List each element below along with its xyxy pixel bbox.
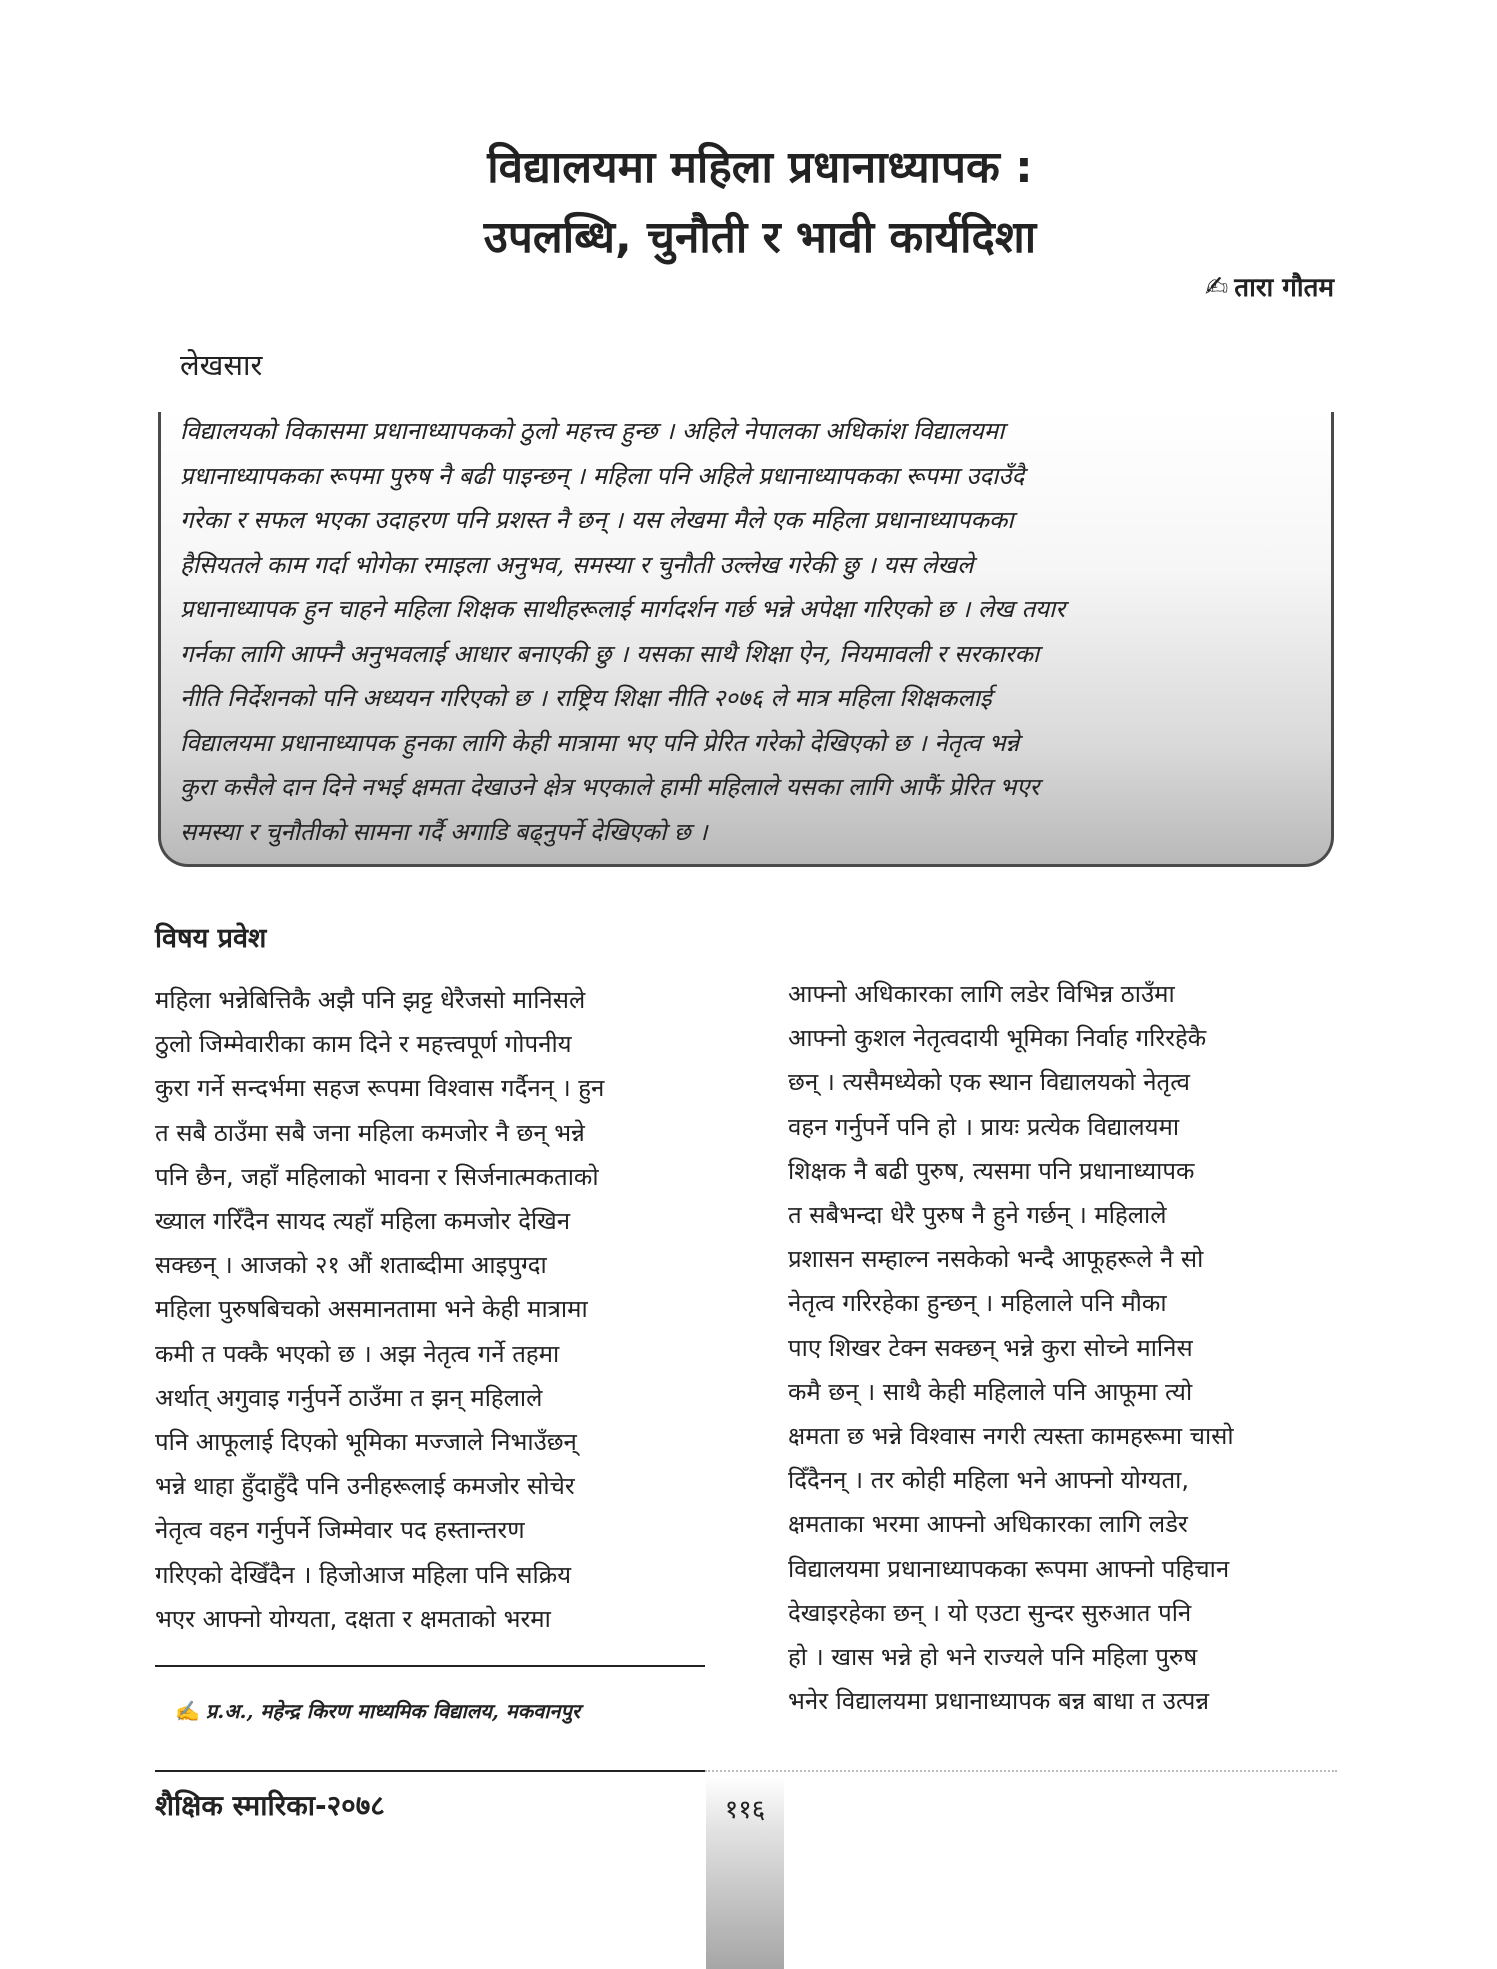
- body-line: त सबै ठाउँमा सबै जना महिला कमजोर नै छन् भन्ने: [155, 1118, 585, 1147]
- author-name: तारा गौतम: [1234, 273, 1334, 303]
- body-line: भन्ने थाहा हुँदाहुँदै पनि उनीहरूलाई कमजोर सोचेर: [155, 1472, 575, 1501]
- abstract-line: विद्यालयको विकासमा प्रधानाध्यापकको ठुलो महत्त्व हुन्छ । अहिले नेपालका अधिकांश विद्यालयमा: [180, 417, 1005, 445]
- body-line: कमै छन् । साथै केही महिलाले पनि आफूमा त्यो: [788, 1377, 1193, 1406]
- body-line: देखाइरहेका छन् । यो एउटा सुन्दर सुरुआत पनि: [788, 1598, 1192, 1627]
- body-line: पनि आफूलाई दिएको भूमिका मज्जाले निभाउँछन्: [155, 1428, 577, 1456]
- abstract-line: विद्यालयमा प्रधानाध्यापक हुनका लागि केही मात्रामा भए पनि प्रेरित गरेको देखिएको छ । नेतृत्व भन्ने: [180, 728, 1020, 757]
- body-line: भएर आफ्नो योग्यता, दक्षता र क्षमताको भरमा: [155, 1604, 551, 1633]
- body-line: पाए शिखर टेक्न सक्छन् भन्ने कुरा सोच्ने मानिस: [788, 1333, 1193, 1362]
- section-heading: विषय प्रवेश: [155, 923, 267, 954]
- body-line: आफ्नो कुशल नेतृत्वदायी भूमिका निर्वाह गरिरहेकै: [788, 1024, 1207, 1053]
- footer-dotted-rule: [705, 1770, 1337, 1772]
- body-line: क्षमताका भरमा आफ्नो अधिकारका लागि लडेर: [788, 1510, 1188, 1539]
- pen-icon: ✍: [1204, 270, 1229, 303]
- abstract-line: प्रधानाध्यापक हुन चाहने महिला शिक्षक साथीहरूलाई मार्गदर्शन गर्छ भन्ने अपेक्षा गरिएको छ । लेख तयार: [180, 595, 1066, 623]
- body-line: हो । खास भन्ने हो भने राज्यले पनि महिला पुरुष: [788, 1643, 1198, 1671]
- article-title-line-1: विद्यालयमा महिला प्रधानाध्यापक :: [487, 142, 1033, 193]
- body-line: ख्याल गरिँदैन सायद त्यहाँ महिला कमजोर देखिन: [155, 1207, 571, 1235]
- article-title-line-2: उपलब्धि, चुनौती र भावी कार्यदिशा: [483, 212, 1037, 263]
- body-line: महिला पुरुषबिचको असमानतामा भने केही मात्रामा: [155, 1295, 588, 1324]
- body-line: विद्यालयमा प्रधानाध्यापकका रूपमा आफ्नो पहिचान: [788, 1554, 1230, 1583]
- author-footnote: [175, 1697, 580, 1724]
- author-byline: [1205, 268, 1334, 304]
- publication-title: शैक्षिक स्मारिका-२०७८: [155, 1789, 385, 1822]
- body-line: ठुलो जिम्मेवारीका काम दिने र महत्त्वपूर्ण गोपनीय: [155, 1030, 572, 1059]
- abstract-line: समस्या र चुनौतीको सामना गर्दै अगाडि बढ्नुपर्ने देखिएको छ ।: [180, 817, 708, 846]
- abstract-line: गरेका र सफल भएका उदाहरण पनि प्रशस्त नै छन् । यस लेखमा मैले एक महिला प्रधानाध्यापकका: [180, 506, 1014, 534]
- body-line: क्षमता छ भन्ने विश्वास नगरी त्यस्ता कामहरूमा चासो: [788, 1422, 1234, 1450]
- abstract-line: गर्नका लागि आफ्नै अनुभवलाई आधार बनाएकी छु । यसका साथै शिक्षा ऐन, नियमावली र सरकारका: [180, 639, 1040, 668]
- body-line: वहन गर्नुपर्ने पनि हो । प्रायः प्रत्येक विद्यालयमा: [788, 1112, 1180, 1141]
- body-line: नेतृत्व वहन गर्नुपर्ने जिम्मेवार पद हस्तान्तरण: [155, 1516, 525, 1545]
- body-line: कुरा गर्ने सन्दर्भमा सहज रूपमा विश्वास गर्दैनन् । हुन: [155, 1074, 605, 1103]
- abstract-heading: लेखसार: [180, 348, 263, 382]
- footnote-divider: [155, 1665, 705, 1667]
- body-line: छन् । त्यसैमध्येको एक स्थान विद्यालयको नेतृत्व: [788, 1068, 1190, 1097]
- footer-rule: [155, 1770, 705, 1772]
- page-number: ११६: [724, 1795, 766, 1825]
- body-line: गरिएको देखिँदैन । हिजोआज महिला पनि सक्रिय: [155, 1560, 572, 1589]
- body-line: सक्छन् । आजको २१ औं शताब्दीमा आइपुग्दा: [155, 1251, 547, 1280]
- body-line: महिला भन्नेबित्तिकै अझै पनि झट्ट धेरैजसो मानिसले: [155, 986, 586, 1014]
- abstract-line: नीति निर्देशनको पनि अध्ययन गरिएको छ । राष्ट्रिय शिक्षा नीति २०७६ ले मात्र महिला शिक्षकलाई: [180, 684, 992, 712]
- body-line: शिक्षक नै बढी पुरुष, त्यसमा पनि प्रधानाध्यापक: [788, 1156, 1195, 1185]
- body-line: अर्थात् अगुवाइ गर्नुपर्ने ठाउँमा त झन् महिलाले: [155, 1383, 543, 1412]
- body-line: भनेर विद्यालयमा प्रधानाध्यापक बन्न बाधा त उत्पन्न: [788, 1687, 1210, 1716]
- body-line: दिँदैनन् । तर कोही महिला भने आफ्नो योग्यता,: [788, 1466, 1190, 1495]
- footnote-text: प्र.अ., महेन्द्र किरण माध्यमिक विद्यालय, मकवानपुर: [205, 1699, 581, 1723]
- body-line: त सबैभन्दा धेरै पुरुष नै हुने गर्छन् । महिलाले: [788, 1201, 1167, 1229]
- body-line: कमी त पक्कै भएको छ । अझ नेतृत्व गर्ने तहमा: [155, 1339, 560, 1368]
- body-line: नेतृत्व गरिरहेका हुन्छन् । महिलाले पनि मौका: [788, 1289, 1167, 1318]
- body-line: पनि छैन, जहाँ महिलाको भावना र सिर्जनात्मकताको: [155, 1162, 599, 1191]
- pen-icon: ✍: [175, 1699, 200, 1723]
- abstract-line: कुरा कसैले दान दिने नभई क्षमता देखाउने क्षेत्र भएकाले हामी महिलाले यसका लागि आफैं प्रेरित भएर: [180, 773, 1040, 801]
- abstract-line: हैसियतले काम गर्दा भोगेका रमाइला अनुभव, समस्या र चुनौती उल्लेख गरेकी छु । यस लेखले: [180, 550, 974, 579]
- abstract-line: प्रधानाध्यापकका रूपमा पुरुष नै बढी पाइन्छन् । महिला पनि अहिले प्रधानाध्यापकका रूपमा उदाउँदै: [180, 461, 1025, 490]
- body-line: प्रशासन सम्हाल्न नसकेको भन्दै आफूहरूले नै सो: [788, 1245, 1204, 1274]
- body-line: आफ्नो अधिकारका लागि लडेर विभिन्न ठाउँमा: [788, 980, 1175, 1008]
